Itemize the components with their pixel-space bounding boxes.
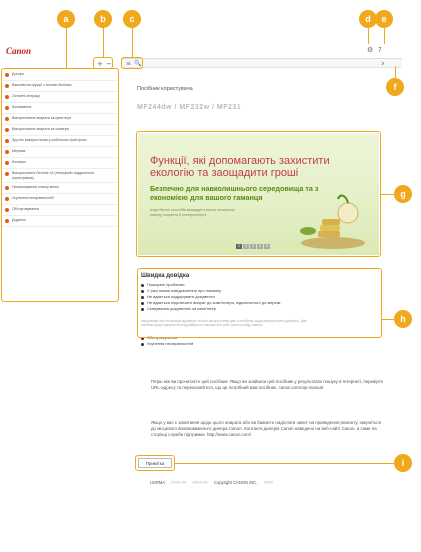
quick-ref-link[interactable] (141, 341, 311, 347)
callout-line-f (395, 66, 396, 78)
content-toolbar (121, 58, 402, 68)
callout-b: b (94, 10, 112, 28)
sidebar-item-label: Мережа (12, 149, 26, 153)
callout-line-c (132, 24, 133, 57)
pager-dot[interactable]: 3 (251, 244, 255, 248)
sidebar-item-label: Використання апарата як сканера (12, 127, 69, 131)
pager-dot[interactable]: 2 (244, 244, 248, 248)
help-icon[interactable]: ? (378, 46, 382, 54)
collapse-all-icon[interactable]: − (106, 60, 112, 68)
callout-line-i (175, 463, 394, 464)
sidebar-item-label: Основні операції (12, 94, 41, 98)
banner-headline: Функції, які допомагають захистити екологію та заощадити гроші (150, 155, 330, 179)
pager-dot[interactable]: 4 (258, 244, 262, 248)
callout-box-i (135, 455, 175, 471)
callout-c: c (123, 10, 141, 28)
callout-line-a (66, 24, 67, 68)
footer-version-mid: ####-## (192, 480, 208, 485)
callout-a: a (57, 10, 75, 28)
next-page-icon[interactable]: › (381, 59, 385, 69)
callout-line-g (381, 194, 394, 195)
link-text: Поширені проблеми (147, 282, 185, 287)
callout-i: i (394, 454, 412, 472)
callout-e: e (375, 10, 393, 28)
sidebar-item-label: Налаштування списку меню (12, 185, 59, 190)
quick-ref-note: Інформацію про інсталяцію драйвера та його використання див. в посібнику щодо використання драйвера. Див. посібник щодо використання драйвера на нашому веб-сайті canon.com/gp-manual (141, 319, 308, 328)
sidebar-item-label: Додаток (12, 218, 26, 223)
model-name: MF244dw / MF232w / MF231 (137, 104, 242, 111)
callout-box-b (93, 57, 113, 69)
callout-box-a (1, 68, 119, 302)
callout-box-h (137, 268, 382, 338)
callout-line-h (382, 319, 394, 320)
bullet-icon (141, 343, 144, 346)
footer-version-left: ####-## (171, 480, 187, 485)
sidebar-item-label: Використання апарата як принтера (12, 116, 71, 120)
sidebar-item-label: Усунення несправностей (12, 196, 54, 201)
callout-g: g (394, 185, 412, 203)
callout-line-b (103, 24, 104, 57)
callout-f: f (386, 78, 404, 96)
callout-d: d (359, 10, 377, 28)
intro-paragraph: Перш ніж ви прочитаєте цей посібник: Якщо ви знайшли цей посібник у результатах пошуку в Інтернеті, перевірте URL-адресу та переконайтеся, що це потрібний вам посібник. canon.com/oip-manual (151, 379, 384, 390)
notice-button[interactable]: Примітка (138, 458, 172, 468)
settings-icon[interactable]: ⚙ (367, 46, 374, 54)
sidebar-item-label: Використання Remote UI (Інтерфейс віддаленого користувача) (12, 171, 95, 180)
footer (150, 480, 273, 485)
sidebar-item-label: Догори (12, 72, 24, 76)
sidebar-item-label: Зручне використання у мобільних пристроях (12, 138, 87, 142)
footer-year: #### (263, 480, 273, 485)
quick-ref-title: Швидка довідка (141, 273, 190, 279)
pager-dot[interactable]: 1 (237, 244, 241, 248)
sidebar-item-label: Обслуговування (12, 207, 40, 212)
page-title: Посібник користувача (137, 86, 193, 92)
link-text: Не вдається підключити апарат до комп'ютера, підключеного до мережі (147, 300, 281, 305)
link-text: Обслуговування (147, 335, 178, 341)
footer-copyright: Copyright CANON INC. (213, 480, 258, 485)
expand-all-icon[interactable]: + (97, 60, 103, 68)
link-text: Усунення несправностей (147, 341, 194, 347)
footer-code: USRMA (150, 480, 166, 485)
link-text: Сканування документів на комп'ютер (147, 306, 217, 311)
link-text: Не вдається надрукувати документи (147, 294, 215, 299)
callout-h: h (394, 310, 412, 328)
callout-box-c (121, 57, 143, 69)
support-paragraph: Якщо у вас є запитання щодо цього апарата або ви бажаєте надіслати запит на проведення ремонту, зверніться до місцевого вповноваженого дилера Canon. Контакти дилерів Canon наведено на веб-сайті Canon, а саме на сторінці служби підтримки. http://www.canon.com/ (151, 420, 382, 437)
menu-icon[interactable]: ≡ (126, 60, 132, 67)
search-icon[interactable]: 🔍 (134, 60, 142, 67)
canon-logo: Canon (6, 46, 32, 56)
sidebar-item-label: Важливі інструкції з техніки безпеки (12, 83, 72, 87)
sidebar-item-label: Копіювання (12, 105, 32, 109)
callout-box-g (136, 131, 381, 257)
pager-dot[interactable]: 5 (265, 244, 269, 248)
banner-body: Існує багато способів заощадити кошти на витрату паперу, покриття й електроенергії. (150, 208, 235, 217)
sidebar-item-label: Безпека (12, 160, 26, 164)
banner-subhead: Безпечно для навколишнього середовища та з економією для вашого гаманця (150, 184, 319, 202)
link-text: У разі появи повідомлення про помилку (147, 288, 222, 293)
